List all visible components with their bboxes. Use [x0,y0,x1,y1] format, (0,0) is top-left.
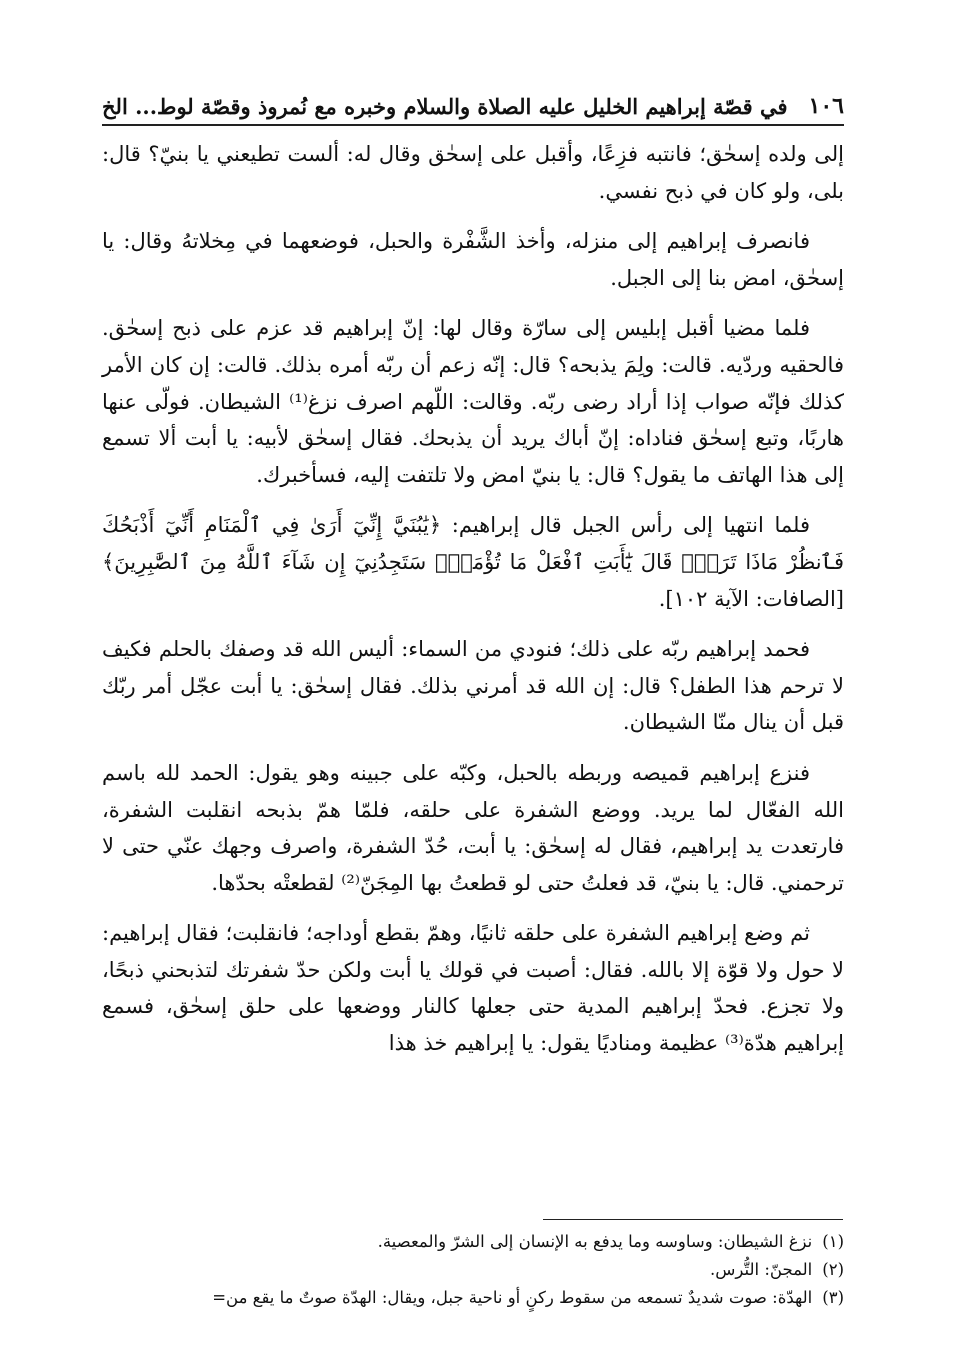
footnote [102,1284,844,1312]
running-title: في قصّة إبراهيم الخليل عليه الصلاة والسلام وخبره مع نُمروذ وقصّة لوط... الخ [102,93,788,119]
paragraph: فلما مضيا أقبل إبليس إلى سارّة وقال لها: إنّ إبراهيم قد عزم على ذبح إسحٰق. فالحقيه وردّيه. قالت: ولِمَ يذبحه؟ قال: إنّه زعم أن ربّه أمره بذلك. قالت: إن كان الأمر كذلك فإنّه صواب إذا أراد رضى ربّه. وقالت: اللّهم اصرف نزغ⁽¹⁾ الشيطان. فولّى عنها هاربًا، وتبع إسحٰق فناداه: إنّ أباك يريد أن يذبحك. فقال إسحٰق لأبيه: يا أبت ألا تسمع إلى هذا الهاتف ما يقول؟ قال: يا بنيّ امض ولا تلتفت إليه، فسأخبرك. [102,316,844,487]
paragraph: فحمد إبراهيم ربّه على ذلك؛ فنودي من السماء: أليس الله قد وصفك بالحلم فكيف لا ترحم هذا الطفل؟ قال: إن الله قد أمرني بذلك. فقال إسحٰق: يا أبت عجّل أمر ربّك قبل أن ينال منّا الشيطان. [102,637,844,735]
main-text [102,136,844,1076]
footnote-number: (١) [822,1232,844,1251]
quran-verse: ﴿يَٰبُنَيَّ إِنِّيٓ أَرَىٰ فِي ٱلْمَنَامِ أَنِّيٓ أَذْبَحُكَ فَٱنظُرْ مَاذَا تَرَىٰۚ قَالَ يَٰٓأَبَتِ ٱفْعَلْ مَا تُؤْمَرُۖ سَتَجِدُنِيٓ إِن شَآءَ ٱللَّهُ مِنَ ٱلصَّٰبِرِينَ﴾ [102,513,844,574]
paragraph: فنزع إبراهيم قميصه وربطه بالحبل، وكبّه على جبينه وهو يقول: الحمد لله باسم الله الفعّال لما يريد. ووضع الشفرة على حلقه، فلمّا همّ بذبحه انقلبت الشفرة، فارتعدت يد إبراهيم، فقال له إسحٰق: يا أبت، حُدّ الشفرة، واصرف وجهك عنّي حتى لا ترحمني. قال: يا بنيّ، قد فعلتُ حتى لو قطعتُ بها المِجَنّ⁽²⁾ لقطعتْه بحدّها. [102,760,844,895]
header-rule [102,124,844,126]
footnote-number: (٢) [822,1260,844,1279]
paragraph-with-quran [102,507,844,617]
page-header [102,86,844,126]
footnotes [102,1228,844,1312]
footnote-rule [543,1219,843,1220]
page-number: ١٠٦ [808,93,844,119]
footnote [102,1256,844,1284]
paragraph: إلى ولده إسحٰق؛ فانتبه فزِعًا، وأقبل على إسحٰق وقال له: ألست تطيعني يا بنيّ؟ قال: بلى، ولو كان في ذبح نفسي. [102,142,844,203]
footnote-text: الهدّة: صوت شديدٌ تسمعه من سقوط ركنٍ أو ناحية جبل، ويقال: الهدّة صوتٌ ما يقع من= [212,1288,813,1307]
footnote-text: المجنّ: التُّرس. [710,1260,813,1279]
paragraph-text: فلما انتهيا إلى رأس الجبل قال إبراهيم: [441,513,810,538]
footnote-number: (٣) [822,1288,844,1307]
footnote-text: نزغ الشيطان: وساوسه وما يدفع به الإنسان إلى الشرّ والمعصية. [377,1232,813,1251]
footnote [102,1228,844,1256]
paragraph: فانصرف إبراهيم إلى منزله، وأخذ الشَّفْرة والحبل، فوضعهما في مِخلاتهُ وقال: يا إسحٰق، امض بنا إلى الجبل. [102,229,844,290]
verse-reference: [الصافات: الآية ١٠٢]. [658,586,844,611]
paragraph: ثم وضع إبراهيم الشفرة على حلقه ثانيًا، وهمّ بقطع أوداجه؛ فانقلبت؛ فقال إبراهيم: لا حول ولا قوّة إلا بالله. فقال: أصبت في قولك يا أبت ولكن حدّ شفرتك لتذبحني ذبحًا، ولا تجزع. فحدّ إبراهيم المدية حتى جعلها كالنار ووضعها على حلق إسحٰق، فسمع إبراهيم هدّة⁽³⁾ عظيمة ومناديًا يقول: يا إبراهيم خذ هذا [102,921,844,1056]
